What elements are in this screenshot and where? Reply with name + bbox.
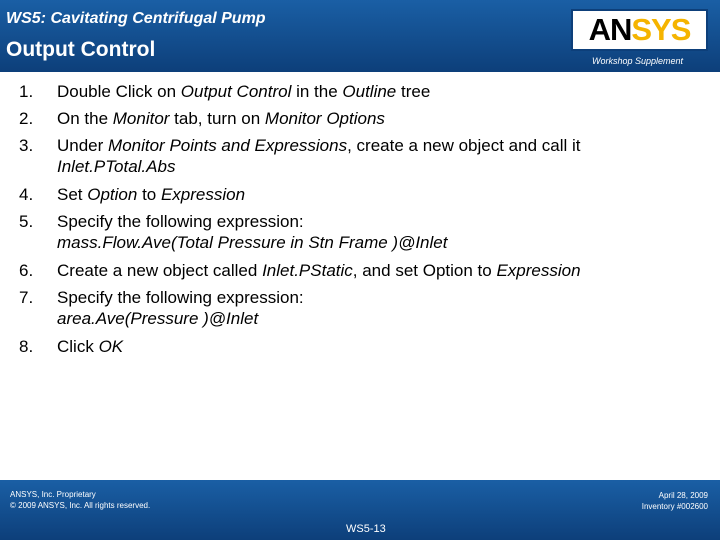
footer-proprietary: ANSYS, Inc. Proprietary xyxy=(10,490,96,499)
footer-copyright xyxy=(10,489,150,511)
emphasized-term: Monitor Options xyxy=(264,109,385,128)
instruction-step xyxy=(0,78,712,105)
step-number: 1. xyxy=(19,82,34,101)
emphasized-term: mass.Flow.Ave(Total Pressure in Stn Frame )@Inlet xyxy=(57,233,448,252)
emphasized-term: Output Control xyxy=(180,82,292,101)
workshop-title: WS5: Cavitating Centrifugal Pump xyxy=(6,10,266,27)
footer-inventory: Inventory #002600 xyxy=(641,502,708,511)
emphasized-term: Monitor Points and Expressions xyxy=(108,136,348,155)
slide-number: WS5-13 xyxy=(346,523,386,535)
instruction-step xyxy=(0,257,712,284)
step-text: to xyxy=(137,185,161,204)
instruction-step xyxy=(0,132,712,178)
emphasized-term: OK xyxy=(98,337,124,356)
footer-date-inventory xyxy=(642,490,708,512)
emphasized-term: Expression xyxy=(496,261,581,280)
emphasized-term: Inlet.PTotal.Abs xyxy=(57,157,176,176)
step-number: 8. xyxy=(19,337,34,356)
step-number: 4. xyxy=(19,185,34,204)
step-text: in the xyxy=(291,82,343,101)
step-continuation xyxy=(57,232,712,254)
emphasized-term: Expression xyxy=(160,185,246,204)
workshop-supplement-label: Workshop Supplement xyxy=(592,56,684,66)
emphasized-term: Inlet.PStatic xyxy=(262,261,353,280)
instruction-step xyxy=(0,284,712,330)
step-number: 3. xyxy=(19,136,34,155)
step-text: tree xyxy=(396,82,431,101)
step-text: Specify the following expression: xyxy=(57,288,304,307)
step-text: Click xyxy=(57,337,99,356)
step-text: Specify the following expression: xyxy=(57,212,304,231)
instruction-list xyxy=(0,78,712,360)
step-number: 5. xyxy=(19,212,34,231)
step-text: Under xyxy=(57,136,109,155)
step-text: Double Click on xyxy=(57,82,181,101)
step-text: , create a new object and call it xyxy=(347,136,581,155)
step-continuation xyxy=(57,308,712,330)
ansys-logo: ANSYS xyxy=(571,9,708,51)
step-number: 7. xyxy=(19,288,34,307)
emphasized-term: Monitor xyxy=(112,109,170,128)
footer-rights: © 2009 ANSYS, Inc. All rights reserved. xyxy=(10,501,151,510)
step-number: 2. xyxy=(19,109,34,128)
instruction-step xyxy=(0,105,712,132)
emphasized-term: area.Ave(Pressure )@Inlet xyxy=(57,309,259,328)
step-text: tab, turn on xyxy=(169,109,265,128)
instruction-step xyxy=(0,333,712,360)
footer-bar xyxy=(0,480,720,540)
step-text: Set xyxy=(57,185,88,204)
step-continuation xyxy=(57,156,712,178)
instruction-step xyxy=(0,181,712,208)
step-text: , and set Option to xyxy=(352,261,497,280)
emphasized-term: Option xyxy=(87,185,138,204)
step-number: 6. xyxy=(19,261,34,280)
slide-title: Output Control xyxy=(6,38,156,61)
step-text: Create a new object called xyxy=(57,261,263,280)
emphasized-term: Outline xyxy=(342,82,397,101)
instruction-step xyxy=(0,208,712,254)
step-text: On the xyxy=(57,109,113,128)
header-bar xyxy=(0,0,720,72)
footer-date: April 28, 2009 xyxy=(658,491,708,500)
